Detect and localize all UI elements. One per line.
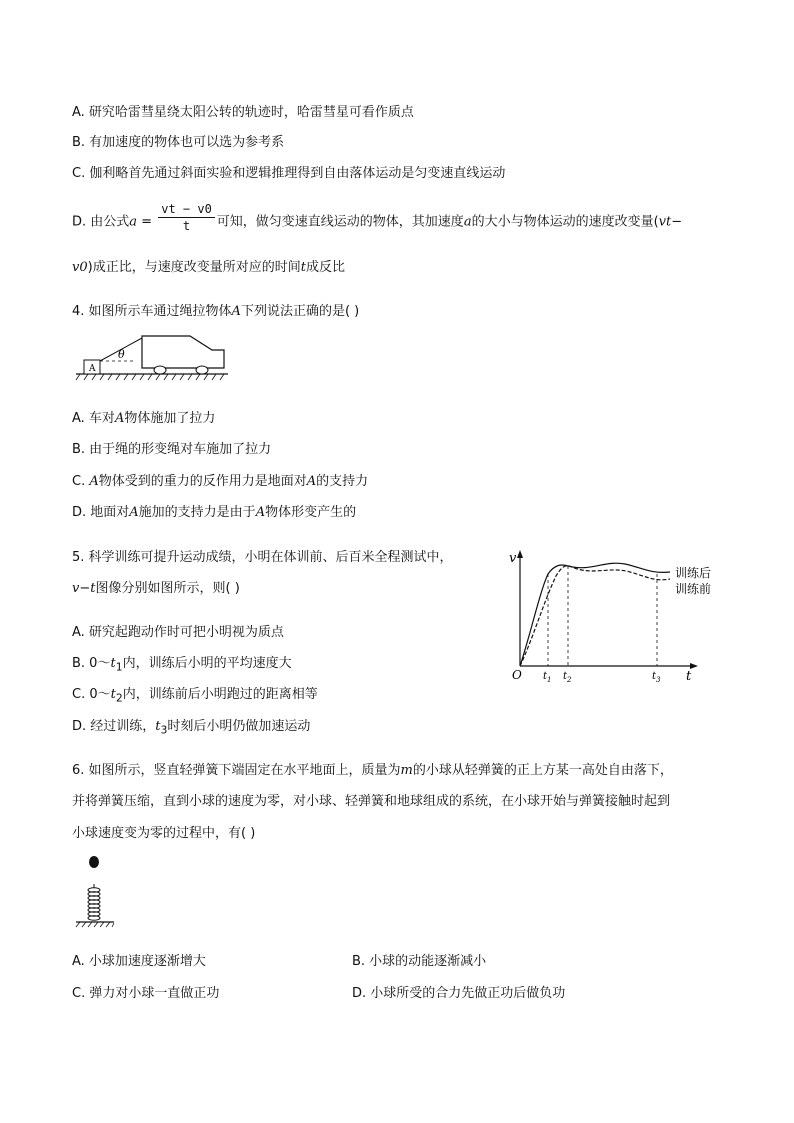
- origin-label: O: [512, 668, 522, 682]
- q3-option-b: B. 有加速度的物体也可以选为参考系: [72, 135, 285, 150]
- spring: [88, 884, 100, 920]
- tick-t2: $t_2$: [563, 671, 572, 684]
- q5-option-c: C. $0\sim t_2$内，训练前后小明跑过的距离相等: [72, 687, 318, 705]
- q6-option-a: A. 小球加速度逐渐增大: [72, 954, 206, 969]
- angle-theta: θ: [118, 348, 125, 361]
- q4-option-c: C. A物体受到的重力的反作用力是地面对A的支持力: [72, 474, 369, 489]
- q4-stem: 4. 如图所示车通过绳拉物体A下列说法正确的是( ): [72, 304, 360, 319]
- axis-t-label: t: [686, 669, 692, 684]
- q5-option-d: D. 经过训练，$t_3$时刻后小明仍做加速运动: [72, 719, 311, 737]
- q5-stem-line2: v−t图像分别如图所示，则( ): [72, 581, 240, 596]
- vt-graph: [500, 546, 730, 686]
- q5-option-a: A. 研究起跑动作时可把小明视为质点: [72, 625, 284, 640]
- q6-option-b: B. 小球的动能逐渐减小: [352, 954, 487, 969]
- q6-stem-line1: 6. 如图所示，竖直轻弹簧下端固定在水平地面上，质量为m的小球从轻弹簧的正上方某一高处自由落下，: [72, 763, 673, 778]
- curve-before-training: [520, 566, 670, 666]
- q3-option-c: C. 伽利略首先通过斜面实验和逻辑推理得到自由落体运动是匀变速直线运动: [72, 166, 506, 181]
- q5-stem-line1: 5. 科学训练可提升运动成绩，小明在体训前、后百米全程测试中，: [72, 550, 453, 565]
- car-wheel-right: [196, 366, 208, 374]
- ball-spring-figure: [70, 852, 120, 932]
- car-wheel-left: [154, 366, 166, 374]
- block-a-label: A: [89, 364, 96, 374]
- tick-t1: $t_1$: [543, 671, 552, 684]
- q3-option-d-line1: D. 由公式a = $\frac{vt - v0}{t}$ 可知，做匀变速直线运动的物体，其加速度a的大小与物体运动的速度改变量(vt−: [72, 202, 683, 233]
- q6-stem-line3: 小球速度变为零的过程中，有( ): [72, 826, 256, 841]
- q6-option-d: D. 小球所受的合力先做正功后做负功: [352, 986, 566, 1001]
- q3-option-d-line2: v0)成正比，与速度改变量所对应的时间t成反比: [72, 260, 345, 275]
- car-body: [142, 336, 224, 368]
- axis-v-label: v: [509, 551, 517, 566]
- tick-t3: $t_3$: [652, 671, 661, 684]
- curve-after-training: [520, 563, 670, 666]
- q4-option-d: D. 地面对A施加的支持力是由于A物体形变产生的: [72, 505, 357, 520]
- legend-before: 训练前: [675, 582, 712, 596]
- q6-stem-line2: 并将弹簧压缩，直到小球的速度为零，对小球、轻弹簧和地球组成的系统，在小球开始与弹簧接触时起到: [72, 794, 671, 809]
- formula-fraction: $\frac{vt - v0}{t}$: [158, 201, 215, 234]
- q6-option-c: C. 弹力对小球一直做正功: [72, 986, 220, 1001]
- legend-after: 训练后: [675, 566, 712, 580]
- car-rope-figure: [72, 330, 232, 386]
- q3-option-a: A. 研究哈雷彗星绕太阳公转的轨迹时，哈雷彗星可看作质点: [72, 105, 414, 120]
- q4-option-b: B. 由于绳的形变绳对车施加了拉力: [72, 442, 272, 457]
- ball: [89, 856, 99, 868]
- q4-option-a: A. 车对A物体施加了拉力: [72, 411, 216, 426]
- q5-option-b: B. $0\sim t_1$内，训练后小明的平均速度大: [72, 656, 292, 674]
